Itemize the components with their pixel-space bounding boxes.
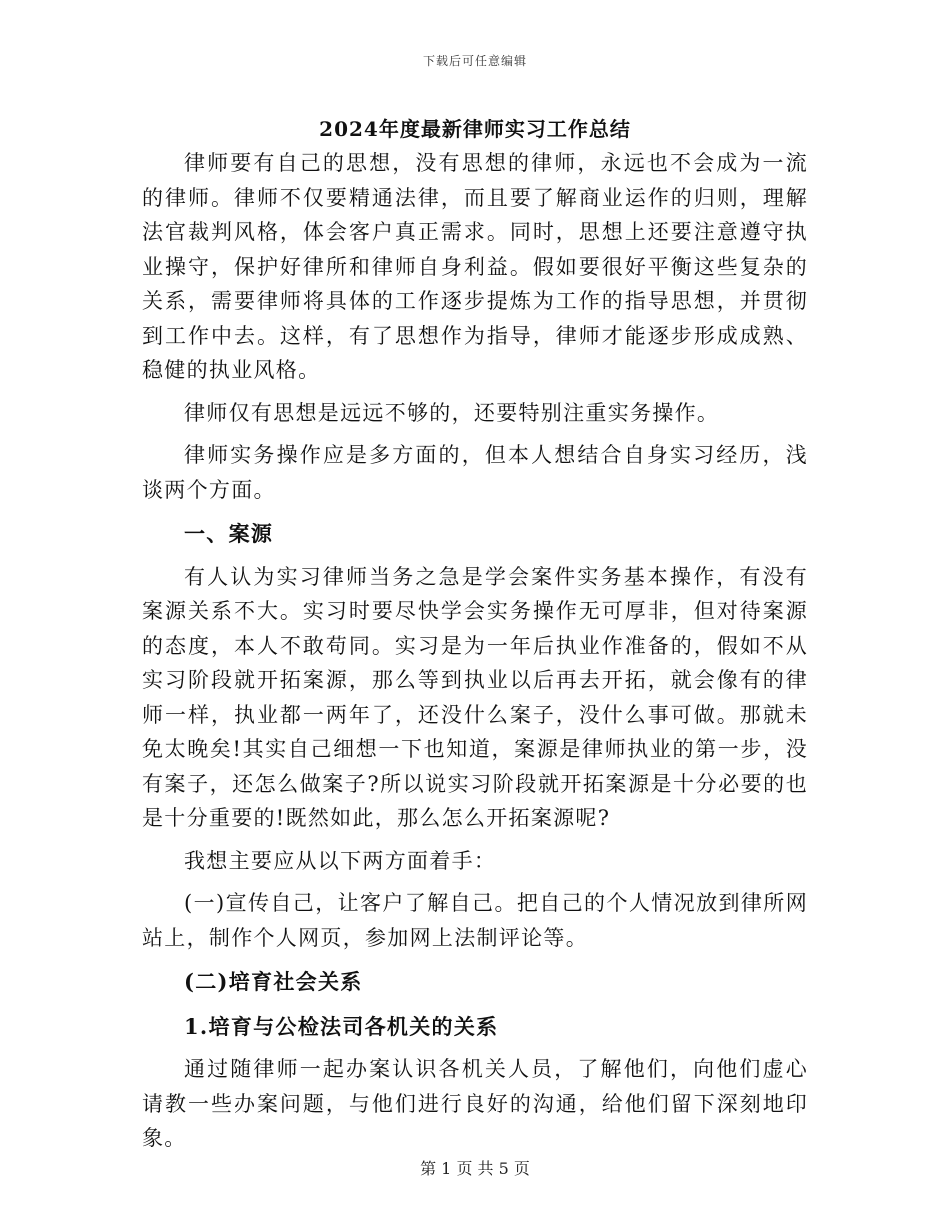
paragraph-agencies: 通过随律师一起办案认识各机关人员，了解他们，向他们虚心请教一些办案问题，与他们进行良好的沟通，给他们留下深刻地印象。 <box>142 1057 808 1150</box>
paragraph-practice: 律师仅有思想是远远不够的，还要特别注重实务操作。 <box>184 400 720 425</box>
paragraph-case-source: 有人认为实习律师当务之急是学会案件实务基本操作，有没有案源关系不大。实习时要尽快学会实务操作无可厚非，但对待案源的态度，本人不敢苟同。实习是为一年后执业作准备的，假如不从实习阶段就开拓案源，那么等到执业以后再去开拓，就会像有的律师一样，执业都一两年了，还没什么案子，没什么事可做。那就未免太晚矣!其实自己细想一下也知道，案源是律师执业的第一步，没有案子，还怎么做案子?所以说实习阶段就开拓案源是十分必要的也是十分重要的!既然如此，那么怎么开拓案源呢? <box>142 564 808 830</box>
document-body <box>142 146 808 1156</box>
section-heading-case-source: 一、案源 <box>184 521 274 546</box>
paragraph-two-aspects: 律师实务操作应是多方面的，但本人想结合自身实习经历，浅谈两个方面。 <box>142 443 808 502</box>
page-number: 第 1 页 共 5 页 <box>420 1159 530 1178</box>
paragraph-promote-self: (一)宣传自己，让客户了解自己。把自己的个人情况放到律所网站上，制作个人网页，参加网上法制评论等。 <box>142 891 808 950</box>
document-title: 2024年度最新律师实习工作总结 <box>319 117 631 141</box>
paragraph-two-directions: 我想主要应从以下两方面着手： <box>184 848 497 873</box>
header-note: 下载后可任意编辑 <box>422 54 527 68</box>
paragraph-thinking: 律师要有自己的思想，没有思想的律师，永远也不会成为一流的律师。律师不仅要精通法律，而且要了解商业运作的归则，理解法官裁判风格，体会客户真正需求。同时，思想上还要注意遵守执业操守，保护好律所和律师自身利益。假如要很好平衡这些复杂的关系，需要律师将具体的工作逐步提炼为工作的指导思想，并贯彻到工作中去。这样，有了思想作为指导，律师才能逐步形成成熟、稳健的执业风格。 <box>142 151 808 382</box>
subsection-heading-agencies: 1.培育与公检法司各机关的关系 <box>184 1013 499 1039</box>
subsection-heading-social-relations: (二)培育社会关系 <box>184 969 363 994</box>
